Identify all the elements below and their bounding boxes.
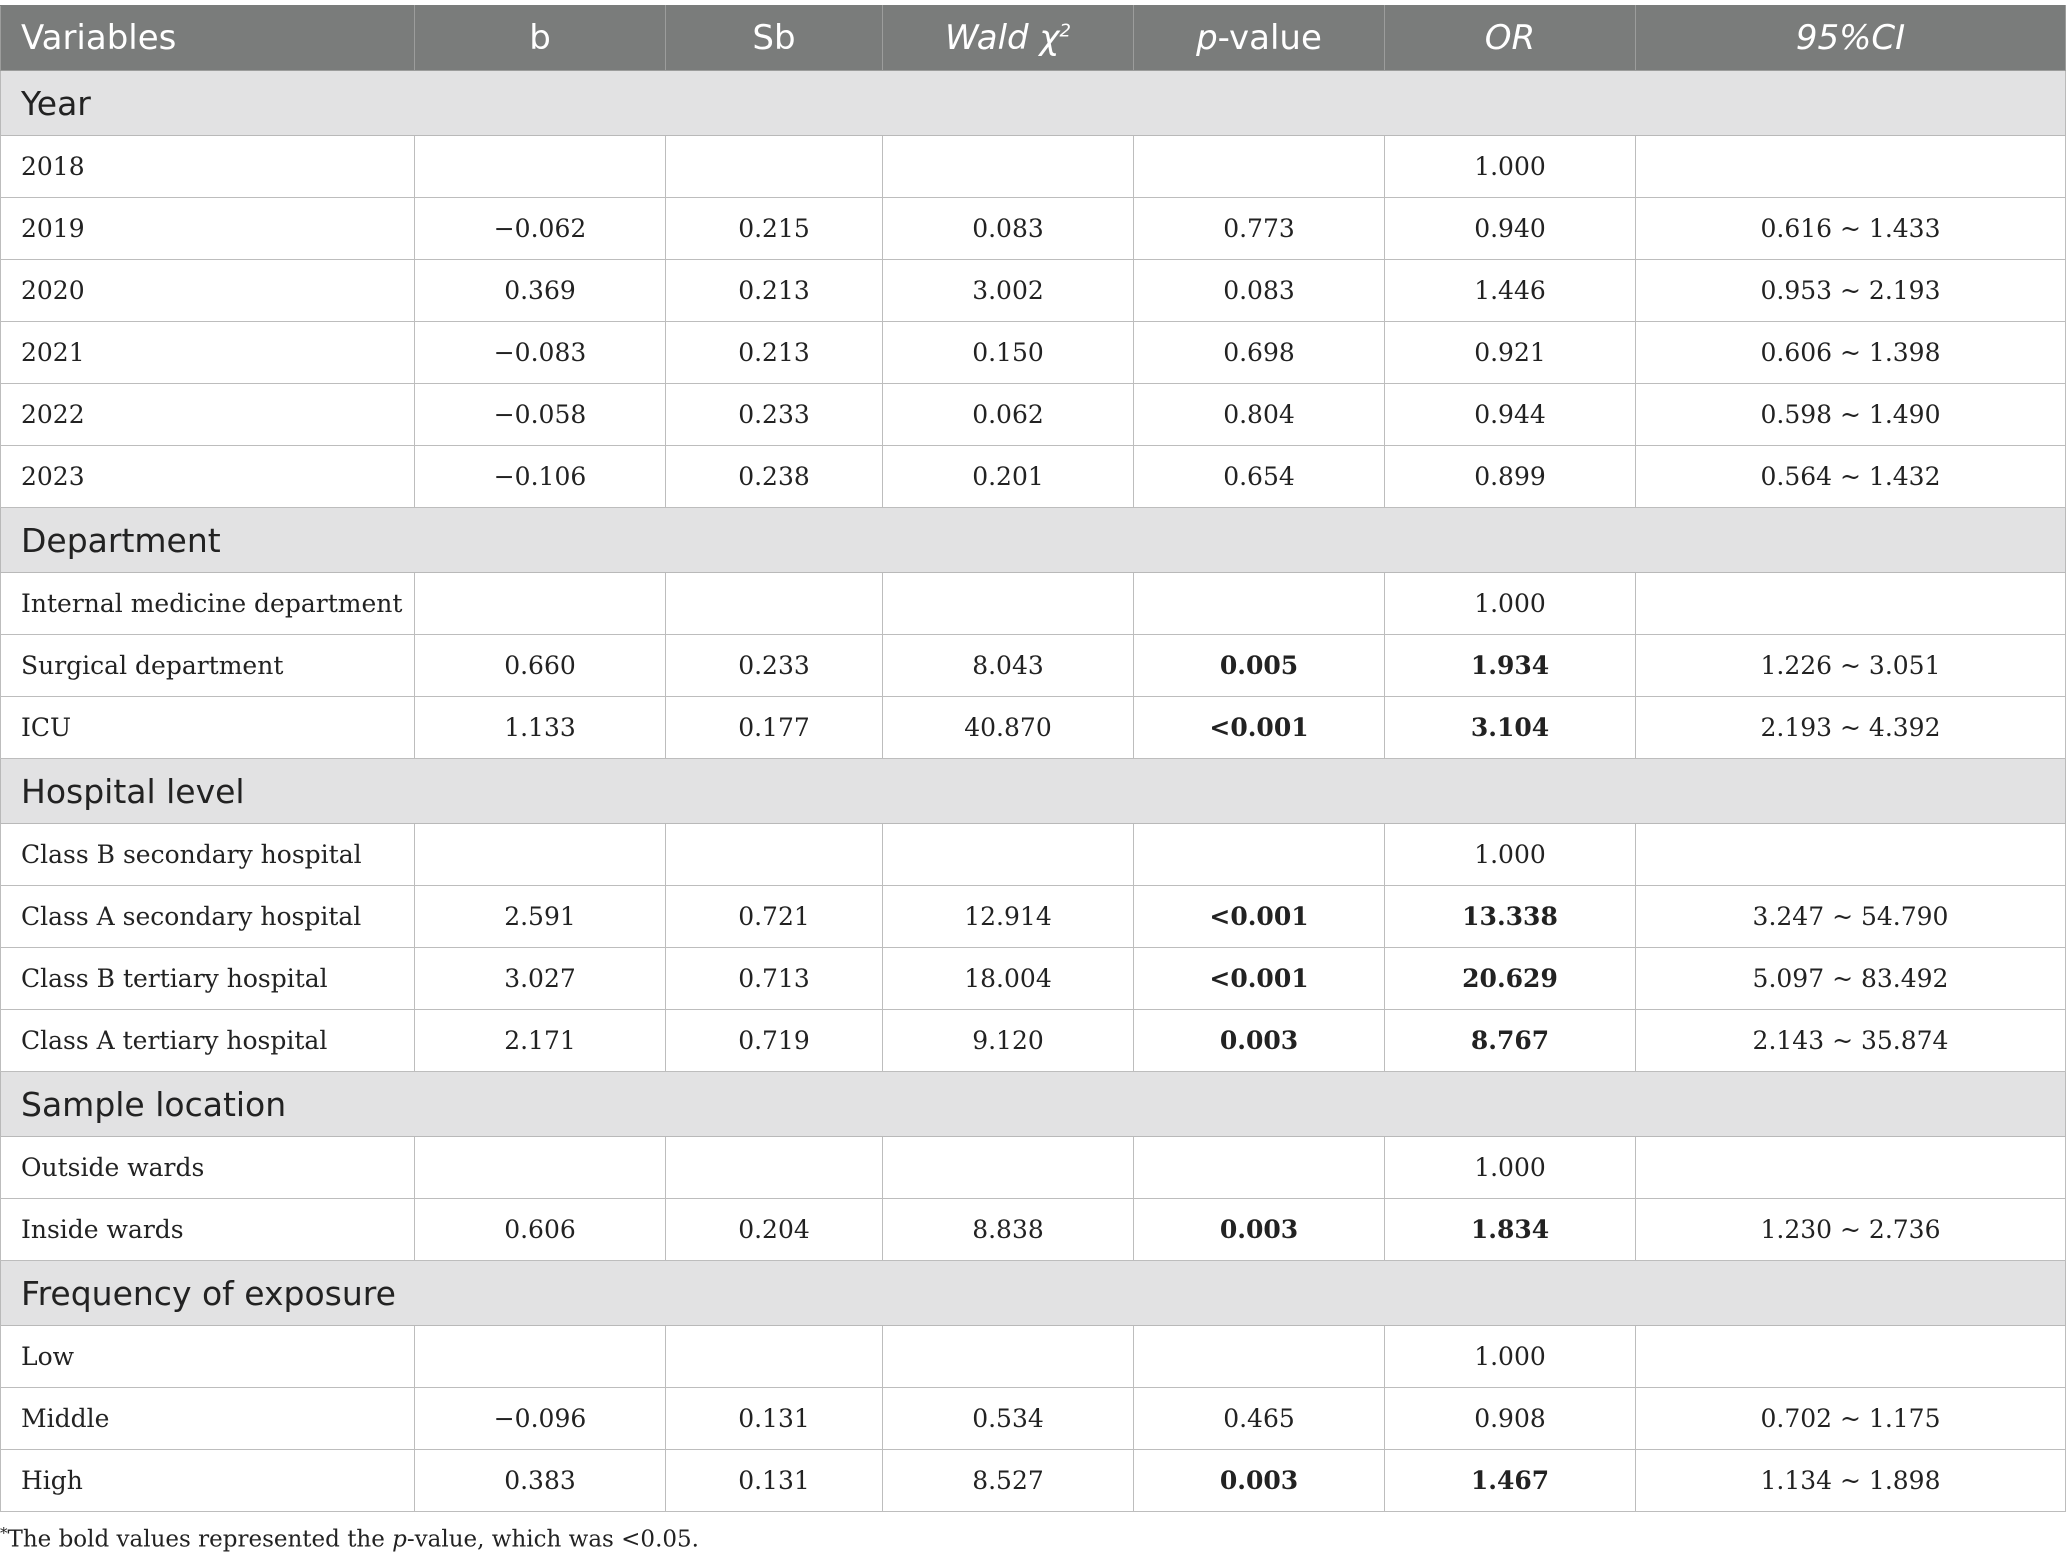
header-b: b [415, 6, 666, 71]
row-label-cell: Outside wards [1, 1137, 415, 1199]
cell-wald: 8.527 [883, 1450, 1134, 1512]
cell-sb: 0.215 [666, 198, 883, 260]
cell-or: 1.000 [1385, 573, 1636, 635]
header-wald-superscript: 2 [1059, 20, 1071, 42]
table-footnote [0, 1524, 699, 1553]
cell-b [415, 573, 666, 635]
cell-wald: 8.838 [883, 1199, 1134, 1261]
cell-p: 0.654 [1134, 446, 1385, 508]
cell-b: 0.606 [415, 1199, 666, 1261]
cell-ci: 1.134 ~ 1.898 [1636, 1450, 2066, 1512]
row-label-cell: 2018 [1, 136, 415, 198]
table-row [1, 1388, 2066, 1450]
header-p-value [1134, 6, 1385, 71]
cell-or: 20.629 [1385, 948, 1636, 1010]
cell-ci: 0.702 ~ 1.175 [1636, 1388, 2066, 1450]
cell-or: 0.899 [1385, 446, 1636, 508]
cell-sb [666, 824, 883, 886]
cell-sb: 0.131 [666, 1388, 883, 1450]
table-row [1, 824, 2066, 886]
cell-wald [883, 1137, 1134, 1199]
group-header-label: Year [1, 71, 2066, 136]
cell-sb: 0.721 [666, 886, 883, 948]
cell-p: <0.001 [1134, 697, 1385, 759]
table-row [1, 1137, 2066, 1199]
cell-p: <0.001 [1134, 886, 1385, 948]
cell-wald: 40.870 [883, 697, 1134, 759]
cell-b: −0.062 [415, 198, 666, 260]
cell-sb [666, 573, 883, 635]
cell-b: −0.096 [415, 1388, 666, 1450]
table-row [1, 1450, 2066, 1512]
cell-ci: 0.616 ~ 1.433 [1636, 198, 2066, 260]
table-row [1, 260, 2066, 322]
cell-or: 1.467 [1385, 1450, 1636, 1512]
group-header-label: Frequency of exposure [1, 1261, 2066, 1326]
cell-ci: 1.230 ~ 2.736 [1636, 1199, 2066, 1261]
footnote-p-italic: p [392, 1526, 407, 1553]
table-header-row [1, 6, 2066, 71]
cell-wald: 0.062 [883, 384, 1134, 446]
table-row [1, 1010, 2066, 1072]
cell-ci [1636, 136, 2066, 198]
cell-p: 0.773 [1134, 198, 1385, 260]
cell-or: 0.944 [1385, 384, 1636, 446]
row-label-cell: Internal medicine department [1, 573, 415, 635]
cell-or: 1.000 [1385, 1137, 1636, 1199]
logistic-regression-table [0, 5, 2066, 1512]
cell-or: 1.000 [1385, 824, 1636, 886]
row-label-cell: Class A tertiary hospital [1, 1010, 415, 1072]
header-sb: Sb [666, 6, 883, 71]
cell-wald: 12.914 [883, 886, 1134, 948]
row-label-cell: Class B tertiary hospital [1, 948, 415, 1010]
cell-b: −0.058 [415, 384, 666, 446]
cell-ci: 2.143 ~ 35.874 [1636, 1010, 2066, 1072]
cell-p: 0.465 [1134, 1388, 1385, 1450]
cell-or: 1.000 [1385, 136, 1636, 198]
group-header-row [1, 508, 2066, 573]
cell-p: 0.003 [1134, 1199, 1385, 1261]
group-header-row [1, 1261, 2066, 1326]
table-row [1, 635, 2066, 697]
cell-ci [1636, 824, 2066, 886]
row-label-cell: 2023 [1, 446, 415, 508]
cell-sb [666, 136, 883, 198]
row-label-cell: 2022 [1, 384, 415, 446]
cell-or: 0.908 [1385, 1388, 1636, 1450]
group-header-row [1, 759, 2066, 824]
cell-sb: 0.238 [666, 446, 883, 508]
cell-ci [1636, 1137, 2066, 1199]
cell-sb: 0.213 [666, 322, 883, 384]
cell-or: 1.000 [1385, 1326, 1636, 1388]
row-label-cell: 2020 [1, 260, 415, 322]
footnote-text-post: -value, which was <0.05. [406, 1526, 699, 1553]
cell-p: 0.804 [1134, 384, 1385, 446]
table-row [1, 573, 2066, 635]
group-header-label: Sample location [1, 1072, 2066, 1137]
group-header-row [1, 1072, 2066, 1137]
cell-wald: 9.120 [883, 1010, 1134, 1072]
cell-sb: 0.233 [666, 635, 883, 697]
cell-or: 1.446 [1385, 260, 1636, 322]
row-label-cell: 2019 [1, 198, 415, 260]
cell-wald: 0.201 [883, 446, 1134, 508]
header-p-italic: p [1196, 18, 1218, 58]
cell-wald: 0.534 [883, 1388, 1134, 1450]
table-row [1, 384, 2066, 446]
cell-p [1134, 1137, 1385, 1199]
cell-ci: 3.247 ~ 54.790 [1636, 886, 2066, 948]
row-label-cell: Inside wards [1, 1199, 415, 1261]
cell-wald: 8.043 [883, 635, 1134, 697]
cell-or: 0.921 [1385, 322, 1636, 384]
cell-wald: 0.083 [883, 198, 1134, 260]
cell-ci: 0.564 ~ 1.432 [1636, 446, 2066, 508]
header-variables: Variables [1, 6, 415, 71]
table-row [1, 322, 2066, 384]
cell-sb: 0.713 [666, 948, 883, 1010]
cell-b: 2.591 [415, 886, 666, 948]
cell-p [1134, 824, 1385, 886]
cell-ci: 5.097 ~ 83.492 [1636, 948, 2066, 1010]
cell-ci: 2.193 ~ 4.392 [1636, 697, 2066, 759]
group-header-row [1, 71, 2066, 136]
header-or: OR [1385, 6, 1636, 71]
cell-b [415, 1326, 666, 1388]
row-label-cell: Surgical department [1, 635, 415, 697]
cell-b: 0.660 [415, 635, 666, 697]
cell-or: 0.940 [1385, 198, 1636, 260]
cell-wald: 3.002 [883, 260, 1134, 322]
cell-b [415, 1137, 666, 1199]
footnote-asterisk: * [0, 1524, 8, 1542]
cell-b: 2.171 [415, 1010, 666, 1072]
table-row [1, 446, 2066, 508]
row-label-cell: High [1, 1450, 415, 1512]
table-row [1, 948, 2066, 1010]
cell-wald [883, 824, 1134, 886]
cell-ci: 0.606 ~ 1.398 [1636, 322, 2066, 384]
cell-or: 13.338 [1385, 886, 1636, 948]
cell-b: 0.383 [415, 1450, 666, 1512]
row-label-cell: ICU [1, 697, 415, 759]
cell-or: 8.767 [1385, 1010, 1636, 1072]
row-label-cell: Middle [1, 1388, 415, 1450]
row-label-cell: 2021 [1, 322, 415, 384]
table-row [1, 136, 2066, 198]
cell-sb: 0.204 [666, 1199, 883, 1261]
header-wald-text: Wald χ [944, 18, 1060, 58]
cell-p [1134, 1326, 1385, 1388]
cell-wald: 18.004 [883, 948, 1134, 1010]
cell-b: 1.133 [415, 697, 666, 759]
table-row [1, 886, 2066, 948]
cell-b [415, 136, 666, 198]
cell-p: 0.003 [1134, 1450, 1385, 1512]
cell-wald: 0.150 [883, 322, 1134, 384]
cell-or: 3.104 [1385, 697, 1636, 759]
table-row [1, 1199, 2066, 1261]
cell-sb [666, 1326, 883, 1388]
row-label-cell: Low [1, 1326, 415, 1388]
cell-sb: 0.719 [666, 1010, 883, 1072]
group-header-label: Department [1, 508, 2066, 573]
cell-wald [883, 136, 1134, 198]
cell-sb: 0.131 [666, 1450, 883, 1512]
cell-p [1134, 573, 1385, 635]
header-wald-chi2 [883, 6, 1134, 71]
cell-ci [1636, 1326, 2066, 1388]
group-header-label: Hospital level [1, 759, 2066, 824]
header-ci: 95%CI [1636, 6, 2066, 71]
cell-ci [1636, 573, 2066, 635]
cell-sb: 0.177 [666, 697, 883, 759]
cell-or: 1.834 [1385, 1199, 1636, 1261]
cell-b: 0.369 [415, 260, 666, 322]
table-body [1, 71, 2066, 1512]
cell-wald [883, 573, 1134, 635]
table-row [1, 1326, 2066, 1388]
cell-p [1134, 136, 1385, 198]
cell-p: 0.083 [1134, 260, 1385, 322]
row-label-cell: Class B secondary hospital [1, 824, 415, 886]
cell-ci: 0.953 ~ 2.193 [1636, 260, 2066, 322]
cell-or: 1.934 [1385, 635, 1636, 697]
header-p-suffix: -value [1217, 18, 1322, 58]
cell-p: <0.001 [1134, 948, 1385, 1010]
cell-ci: 0.598 ~ 1.490 [1636, 384, 2066, 446]
cell-p: 0.005 [1134, 635, 1385, 697]
table-row [1, 198, 2066, 260]
cell-b: −0.083 [415, 322, 666, 384]
cell-b: 3.027 [415, 948, 666, 1010]
cell-sb: 0.233 [666, 384, 883, 446]
cell-wald [883, 1326, 1134, 1388]
results-table-container [0, 5, 2067, 1512]
row-label-cell: Class A secondary hospital [1, 886, 415, 948]
cell-b: −0.106 [415, 446, 666, 508]
cell-p: 0.003 [1134, 1010, 1385, 1072]
table-row [1, 697, 2066, 759]
cell-p: 0.698 [1134, 322, 1385, 384]
cell-sb [666, 1137, 883, 1199]
cell-b [415, 824, 666, 886]
footnote-text-pre: The bold values represented the [7, 1526, 393, 1553]
cell-sb: 0.213 [666, 260, 883, 322]
cell-ci: 1.226 ~ 3.051 [1636, 635, 2066, 697]
